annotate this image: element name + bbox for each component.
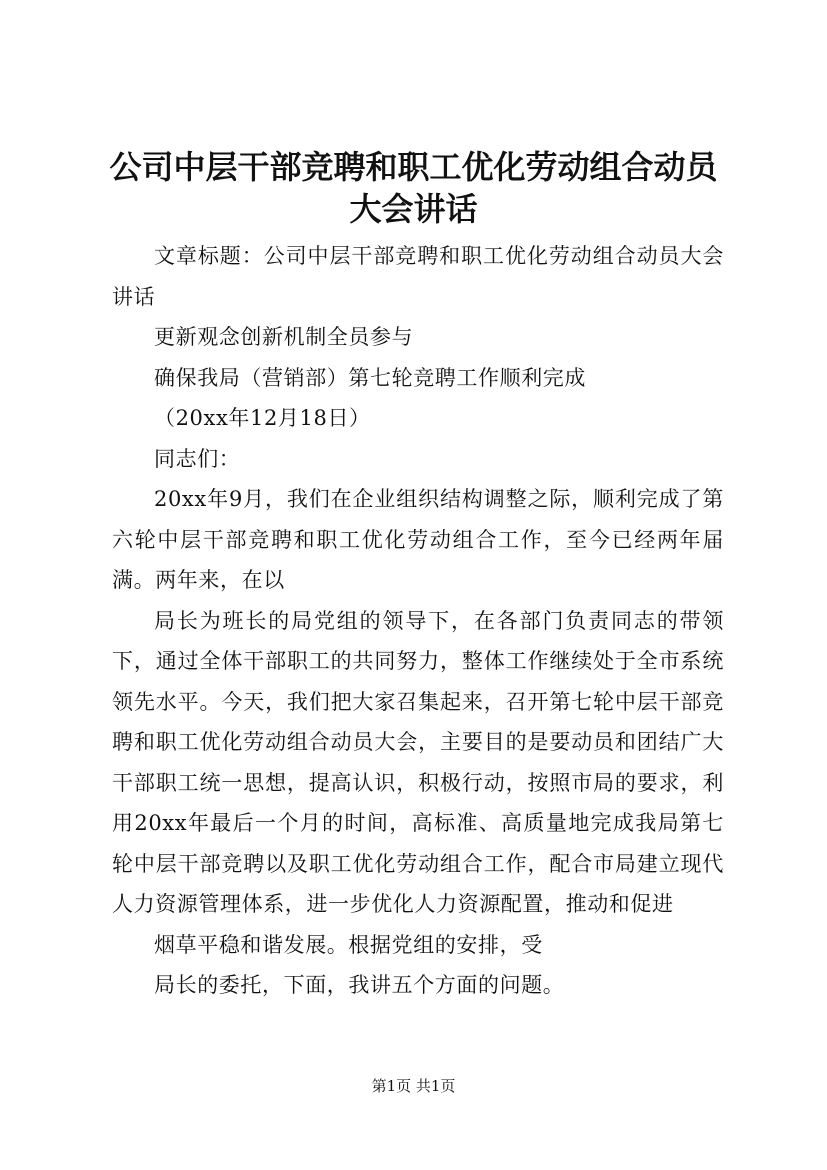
paragraph-article-title: 文章标题：公司中层干部竞聘和职工优化劳动组合动员大会讲话 [112,244,724,309]
paragraph-date: （20xx年12月18日） [154,406,371,430]
paragraph-slogan-1: 更新观念创新机制全员参与 [154,325,414,349]
document-body [112,236,724,1006]
page-footer [0,1076,827,1096]
paragraph-salutation: 同志们： [154,446,241,471]
page-number: 第1页 共1页 [371,1077,456,1095]
paragraph-intro: 20xx年9月，我们在企业组织结构调整之际，顺利完成了第六轮中层干部竞聘和职工优化劳动组合工作，至今已经两年届满。两年来，在以 [112,487,724,592]
document-title: 公司中层干部竞聘和职工优化劳动组合动员大会讲话 [109,148,718,228]
paragraph-main: 局长为班长的局党组的领导下，在各部门负责同志的带领下，通过全体干部职工的共同努力，整体工作继续处于全市系统领先水平。今天，我们把大家召集起来，召开第七轮中层干部竞聘和职工优化劳动组合动员大会，主要目的是要动员和团结广大干部职工统一思想，提高认识，积极行动，按照市局的要求，利用20xx年最后一个月的时间，高标准、高质量地完成我局第七轮中层干部竞聘以及职工优化劳动组合工作，配合市局建立现代人力资源管理体系，进一步优化人力资源配置，推动和促进 [112,608,724,916]
paragraph-topics: 局长的委托，下面，我讲五个方面的问题。 [154,973,565,997]
paragraph-development: 烟草平稳和谐发展。根据党组的安排，受 [154,932,543,957]
paragraph-slogan-2: 确保我局（营销部）第七轮竞聘工作顺利完成 [154,365,586,390]
